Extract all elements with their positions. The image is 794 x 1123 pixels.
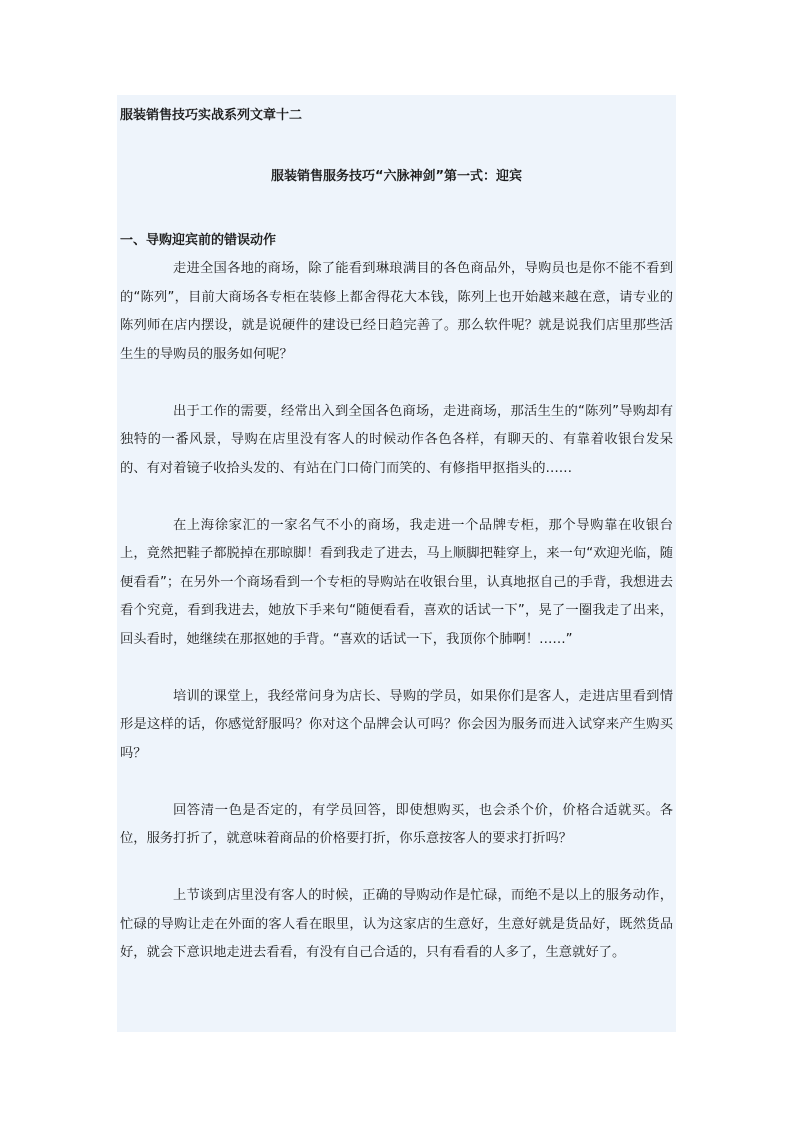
paragraph: 上节谈到店里没有客人的时候，正确的导购动作是忙碌，而绝不是以上的服务动作，忙碌的导购让走在外面的客人看在眼里，认为这家店的生意好，生意好就是货品好，既然货品好，就会下意识地走进去看看，有没有自己合适的，只有看看的人多了，生意就好了。 [120,888,673,960]
section-heading: 一、导购迎宾前的错误动作 [120,233,277,248]
paragraph: 在上海徐家汇的一家名气不小的商场，我走进一个品牌专柜，那个导购靠在收银台上，竟然把鞋子都脱掉在那晾脚！看到我走了进去，马上顺脚把鞋穿上，来一句“欢迎光临，随便看看”；在另外一个商场看到一个专柜的导购站在收银台里，认真地抠自己的手背，我想进去看个究竟，看到我进去，她放下手来句“随便看看，喜欢的话试一下”，晃了一圈我走了出来，回头看时，她继续在那抠她的手背。“喜欢的话试一下，我顶你个肺啊！……” [120,517,673,647]
paragraph: 出于工作的需要，经常出入到全国各色商场，走进商场，那活生生的“陈列”导购却有独特的一番风景，导购在店里没有客人的时候动作各色各样，有聊天的、有靠着收银台发呆的、有对着镜子收拾头发的、有站在门口倚门而笑的、有修指甲抠指头的…… [120,403,673,476]
paragraph: 培训的课堂上，我经常问身为店长、导购的学员，如果你们是客人，走进店里看到情形是这样的话，你感觉舒服吗？你对这个品牌会认可吗？你会因为服务而进入试穿来产生购买吗？ [120,688,673,761]
document-page [117,95,676,1032]
article-title: 服装销售服务技巧“六脉神剑”第一式：迎宾 [270,169,523,184]
article-body [120,255,673,968]
paragraph: 走进全国各地的商场，除了能看到琳琅满目的各色商品外，导购员也是你不能不看到的“陈列”，目前大商场各专柜在装修上都舍得花大本钱，陈列上也开始越来越在意，请专业的陈列师在店内摆设，就是说硬件的建设已经日趋完善了。那么软件呢？就是说我们店里那些活生生的导购员的服务如何呢？ [120,261,673,362]
series-title: 服装销售技巧实战系列文章十二 [120,108,303,123]
paragraph: 回答清一色是否定的，有学员回答，即使想购买，也会杀个价，价格合适就买。各位，服务打折了，就意味着商品的价格要打折，你乐意按客人的要求打折吗？ [120,802,673,846]
